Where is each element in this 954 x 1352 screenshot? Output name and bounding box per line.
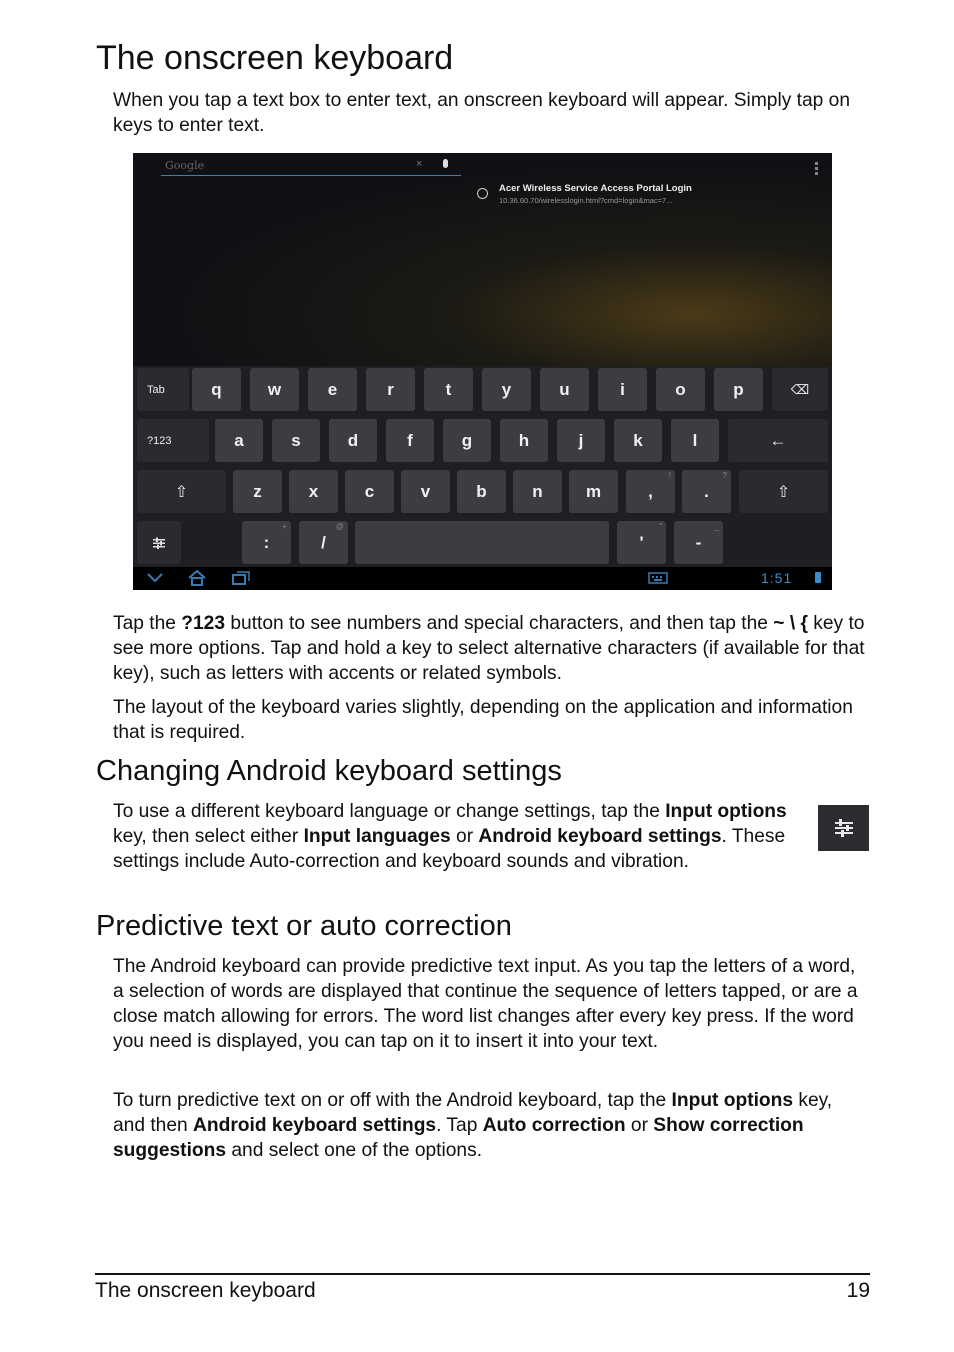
key-apostrophe-label: '	[639, 532, 644, 552]
key-colon-label: :	[263, 532, 270, 552]
paragraph-layout-varies: The layout of the keyboard varies slightly, depending on the application and information that is required.	[113, 697, 853, 743]
key-a: a	[215, 419, 263, 462]
key-t: t	[424, 368, 473, 411]
key-slash-alt: @	[335, 522, 344, 531]
key-123: ?123	[137, 419, 209, 462]
input-options-icon	[152, 537, 166, 549]
text: key to see more options. Tap and hold a key to select alternative characters (if available for that key), such as letters with accents or related symbols.	[113, 613, 865, 684]
key-period-label: .	[704, 481, 709, 501]
clock-icon	[477, 188, 488, 199]
key-r: r	[366, 368, 415, 411]
text: key, then select either	[113, 826, 304, 847]
key-n: n	[513, 470, 562, 513]
paragraph-123-key	[113, 611, 869, 686]
key-u: u	[540, 368, 589, 411]
text: key, and then	[113, 1090, 833, 1136]
key-period	[682, 470, 731, 513]
key-hyphen	[674, 521, 723, 564]
overflow-menu-icon	[815, 162, 818, 177]
backspace-key: ⌫	[772, 368, 828, 411]
bold-text: Auto correction	[482, 1115, 626, 1136]
key-apostrophe-alt: "	[659, 522, 662, 531]
key-colon-alt: +	[282, 522, 287, 531]
key-j: j	[557, 419, 605, 462]
bold-text: Input options	[665, 801, 787, 822]
key-comma-alt: !	[668, 471, 671, 480]
bold-text: ~ \ {	[773, 613, 808, 634]
key-o: o	[656, 368, 705, 411]
key-period-alt: ?	[722, 471, 727, 480]
input-options-icon	[818, 805, 869, 851]
microphone-icon	[443, 159, 448, 168]
key-slash-label: /	[321, 532, 326, 552]
key-z: z	[233, 470, 282, 513]
key-g: g	[443, 419, 491, 462]
key-v: v	[401, 470, 450, 513]
text: . These settings include Auto-correction and keyboard sounds and vibration.	[113, 826, 786, 872]
page-title: The onscreen keyboard	[96, 39, 454, 77]
key-colon	[242, 521, 291, 564]
section-heading-keyboard-settings: Changing Android keyboard settings	[96, 755, 562, 787]
clock-time: 1:51	[761, 570, 793, 586]
key-p: p	[714, 368, 763, 411]
text: or	[625, 1115, 654, 1136]
paragraph-predictive-text: The Android keyboard can provide predictive text input. As you tap the letters of a word, a selection of words are displayed that continue the sequence of letters tapped, or are a close match allowing for errors. The word list changes after every key press. If the word you need is displayed, you can tap on it to insert it into your text.	[113, 956, 858, 1052]
clear-icon: ×	[416, 158, 423, 170]
key-e: e	[308, 368, 357, 411]
notification-url: 10.36.60.70/wirelesslogin.html?cmd=login&mac=7...	[499, 196, 673, 205]
key-b: b	[457, 470, 506, 513]
text: To turn predictive text on or off with the Android keyboard, tap the	[113, 1090, 672, 1111]
key-c: c	[345, 470, 394, 513]
text: or	[450, 826, 479, 847]
key-y: y	[482, 368, 531, 411]
footer-rule	[95, 1273, 870, 1275]
paragraph-turn-predictive	[113, 1088, 869, 1163]
bold-text: Show correction suggestions	[113, 1115, 804, 1161]
key-q: q	[192, 368, 241, 411]
key-i: i	[598, 368, 647, 411]
key-l: l	[671, 419, 719, 462]
wallpaper	[133, 153, 832, 368]
search-placeholder: Google	[165, 159, 205, 172]
system-navigation-bar	[133, 567, 832, 590]
key-comma-label: ,	[648, 481, 653, 501]
notification-title: Acer Wireless Service Access Portal Login	[499, 183, 692, 194]
google-search-bar	[161, 156, 461, 176]
text: Tap the	[113, 613, 182, 634]
key-apostrophe	[617, 521, 666, 564]
bold-text: Android keyboard settings	[478, 826, 722, 847]
home-icon	[187, 570, 207, 586]
bold-text: ?123	[181, 613, 226, 634]
key-d: d	[329, 419, 377, 462]
text: . Tap	[436, 1115, 483, 1136]
key-x: x	[289, 470, 338, 513]
key-hyphen-alt: _	[714, 522, 719, 531]
recent-apps-icon	[232, 571, 250, 585]
key-hyphen-label: -	[695, 532, 702, 552]
input-options-key	[137, 521, 181, 564]
key-tab: Tab	[137, 368, 189, 411]
battery-icon	[815, 572, 821, 583]
keyboard-screenshot	[133, 153, 832, 590]
text: To use a different keyboard language or change settings, tap the	[113, 801, 666, 822]
shift-key-left: ⇧	[137, 470, 226, 513]
back-icon	[147, 573, 163, 583]
enter-key: ←	[728, 419, 828, 462]
key-f: f	[386, 419, 434, 462]
intro-paragraph: When you tap a text box to enter text, an onscreen keyboard will appear. Simply tap on keys to enter text.	[113, 90, 851, 136]
onscreen-keyboard	[133, 366, 832, 567]
bold-text: Android keyboard settings	[193, 1115, 437, 1136]
bold-text: Input languages	[303, 826, 451, 847]
text: button to see numbers and special characters, and then tap the	[225, 613, 774, 634]
key-m: m	[569, 470, 618, 513]
key-s: s	[272, 419, 320, 462]
key-slash	[299, 521, 348, 564]
shift-key-right: ⇧	[739, 470, 828, 513]
page-number: 19	[846, 1279, 870, 1302]
key-w: w	[250, 368, 299, 411]
footer-title: The onscreen keyboard	[95, 1279, 316, 1302]
key-h: h	[500, 419, 548, 462]
key-comma	[626, 470, 675, 513]
key-k: k	[614, 419, 662, 462]
bold-text: Input options	[671, 1090, 794, 1111]
keyboard-icon	[648, 572, 668, 584]
text: and select one of the options.	[226, 1140, 483, 1161]
space-key	[355, 521, 609, 564]
paragraph-keyboard-settings	[113, 799, 803, 874]
section-heading-predictive-text: Predictive text or auto correction	[96, 910, 512, 942]
